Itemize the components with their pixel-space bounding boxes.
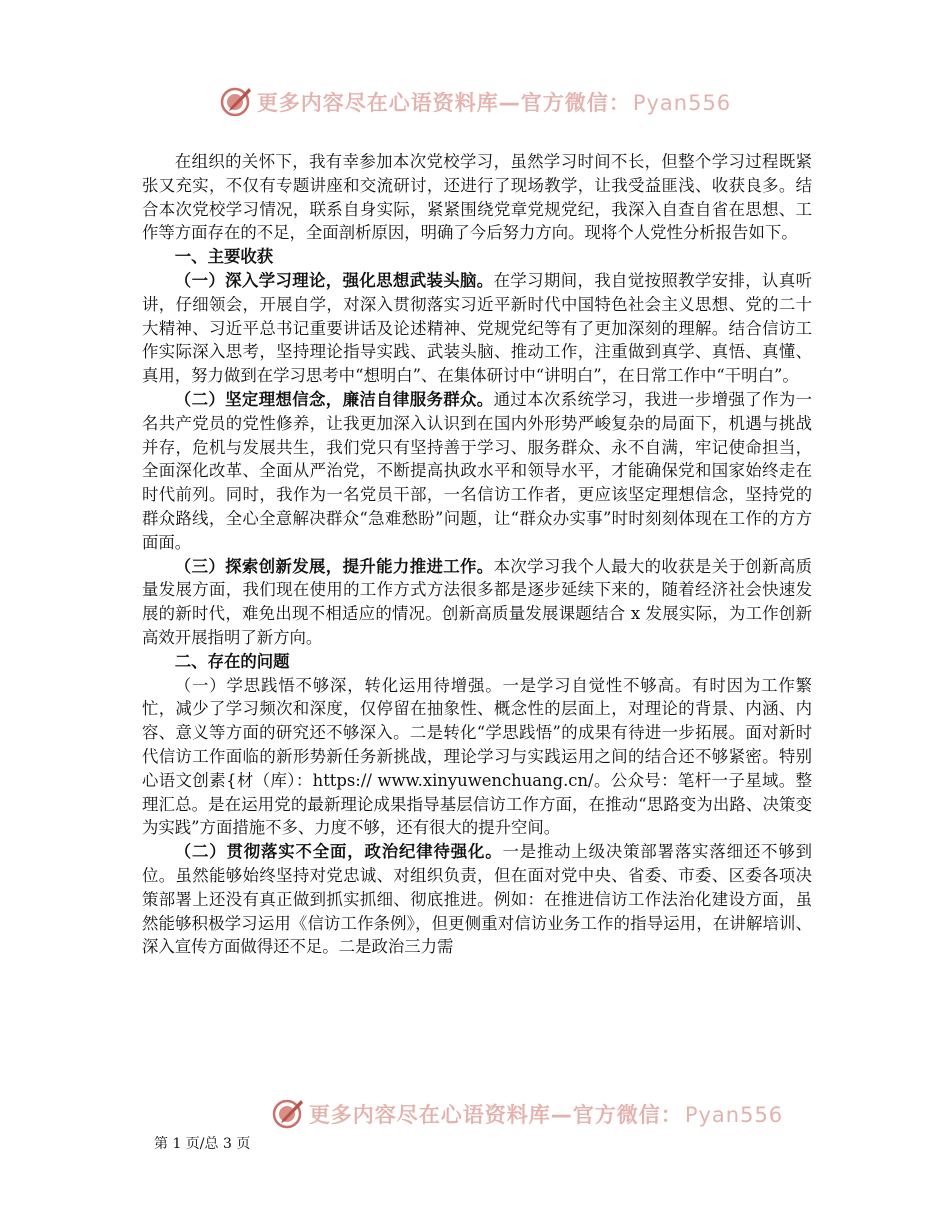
paragraph-gain-3: （三）探索创新发展，提升能力推进工作。本次学习我个人最大的收获是关于创新高质量发展方面，我们现在使用的工作方式方法很多都是逐步延续下来的，随着经济社会快速发展的新时代，难免出现不相适应的情况。创新高质量发展课题结合 x 发展实际，为工作创新高效开展指明了新方向。: [142, 556, 813, 647]
banner-wechat-id: Pyan556: [684, 1103, 784, 1127]
paragraph-problem-1: （一）学思践悟不够深，转化运用待增强。一是学习自觉性不够高。有时因为工作繁忙，减少了学习频次和深度，仅停留在抽象性、概念性的层面上，对理论的背景、内涵、内容、意义等方面的研究还不够深入。二是转化“学思践悟”的成果有待进一步拓展。面对新时代信访工作面临的新形势新任务新挑战，理论学习与实践运用之间的结合还不够紧密。特别心语文创素{材（库）：https:// www.xinyuwenchuang.cn/。公众号：笔杆一子星域。整理汇总。是在运用党的最新理论成果指导基层信访工作方面，在推动“思路变为出路、决策变为实践”方面措施不多、力度不够，还有很大的提升空间。: [142, 675, 812, 838]
quill-logo-icon: [271, 1097, 305, 1131]
watermark-banner-bottom: [52, 1096, 950, 1132]
section-heading-gains: 一、主要收获: [174, 247, 274, 267]
paragraph-intro: 在组织的关怀下，我有幸参加本次党校学习，虽然学习时间不长，但整个学习过程既紧张又充实，不仅有专题讲座和交流研讨，还进行了现场教学，让我受益匪浅、收获良多。结合本次党校学习情况，联系自身实际，紧紧围绕党章党规党纪，我深入自查自省在思想、工作等方面存在的不足，全面剖析原因，明确了今后努力方向。现将个人党性分析报告如下。: [142, 152, 812, 243]
banner-wechat-id: Pyan556: [632, 91, 732, 115]
paragraph-gain-1: （一）深入学习理论，强化思想武装头脑。在学习期间，我自觉按照教学安排，认真听讲，仔细领会，开展自学，对深入贯彻落实习近平新时代中国特色社会主义思想、党的二十大精神、习近平总书记重要讲话及论述精神、党规党纪等有了更加深刻的理解。结合信访工作实际深入思考，坚持理论指导实践、武装头脑、推动工作，注重做到真学、真悟、真懂、真用，努力做到在学习思考中“想明白”、在集体研讨中“讲明白”，在日常工作中“干明白”。: [142, 270, 813, 386]
document-body: [142, 150, 812, 959]
section-heading-problems: 二、存在的问题: [174, 651, 290, 671]
page-number: 第 1 页/总 3 页: [154, 1136, 251, 1152]
paragraph-gain-2: （二）坚定理想信念，廉洁自律服务群众。通过本次系统学习，我进一步增强了作为一名共产党员的党性修养，让我更加深入认识到在国内外形势严峻复杂的局面下，机遇与挑战并存，危机与发展共生，我们党只有坚持善于学习、服务群众、永不自满，牢记使命担当，全面深化改革、全面从严治党，不断提高执政水平和领导水平，才能确保党和国家始终走在时代前列。同时，我作为一名党员干部，一名信访工作者，更应该坚定理想信念，坚持党的群众路线，全心全意解决群众“急难愁盼”问题，让“群众办实事”时时刻刻体现在工作的方方面面。: [142, 389, 813, 552]
banner-text: 更多内容尽在心语资料库—官方微信：: [308, 1103, 683, 1127]
banner-text: 更多内容尽在心语资料库—官方微信：: [256, 91, 631, 115]
watermark-banner-top: [0, 84, 950, 120]
paragraph-problem-2: （二）贯彻落实不全面，政治纪律待强化。一是推动上级决策部署落实落细还不够到位。虽然能够始终坚持对党忠诚、对组织负责，但在面对党中央、省委、市委、区委各项决策部署上还没有真正做到抓实抓细、彻底推进。例如：在推进信访工作法治化建设方面，虽然能够积极学习运用《信访工作条例》，但更侧重对信访业务工作的指导运用，在讲解培训、深入宣传方面做得还不足。二是政治三力需: [142, 842, 813, 957]
quill-logo-icon: [219, 85, 253, 119]
